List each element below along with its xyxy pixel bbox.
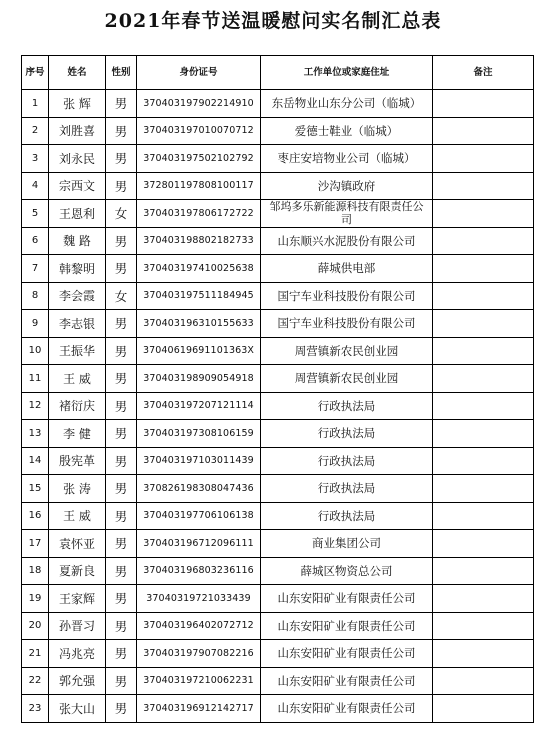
- row-note: [433, 255, 534, 283]
- row-workplace: 爱德士鞋业（临城）: [261, 117, 433, 145]
- row-workplace: 薛城供电部: [261, 255, 433, 283]
- row-workplace: 商业集团公司: [261, 530, 433, 558]
- row-note: [433, 200, 534, 228]
- table-row: [22, 365, 534, 393]
- row-workplace: 山东安阳矿业有限责任公司: [261, 585, 433, 613]
- row-workplace: 周营镇新农民创业园: [261, 337, 433, 365]
- row-number: 17: [22, 530, 49, 558]
- row-number: 23: [22, 695, 49, 723]
- row-workplace: 行政执法局: [261, 447, 433, 475]
- table-row: [22, 420, 534, 448]
- row-name: 韩黎明: [49, 255, 106, 283]
- row-number: 6: [22, 227, 49, 255]
- row-workplace: 山东安阳矿业有限责任公司: [261, 640, 433, 668]
- row-sex: 男: [106, 145, 137, 173]
- row-name: 王家辉: [49, 585, 106, 613]
- row-name: 魏 路: [49, 227, 106, 255]
- row-sex: 男: [106, 695, 137, 723]
- row-name: 张 涛: [49, 475, 106, 503]
- row-note: [433, 310, 534, 338]
- row-number: 19: [22, 585, 49, 613]
- row-sex: 男: [106, 502, 137, 530]
- row-id-number: 370403196712096111: [137, 530, 261, 558]
- row-sex: 男: [106, 255, 137, 283]
- row-name: 褚衍庆: [49, 392, 106, 420]
- row-id-number: 370403197410025638: [137, 255, 261, 283]
- row-number: 8: [22, 282, 49, 310]
- row-sex: 女: [106, 200, 137, 228]
- row-id-number: 372801197808100117: [137, 172, 261, 200]
- row-number: 13: [22, 420, 49, 448]
- row-workplace: 山东安阳矿业有限责任公司: [261, 667, 433, 695]
- row-number: 16: [22, 502, 49, 530]
- row-note: [433, 502, 534, 530]
- row-note: [433, 90, 534, 118]
- row-workplace: 东岳物业山东分公司（临城）: [261, 90, 433, 118]
- row-sex: 男: [106, 310, 137, 338]
- row-sex: 男: [106, 227, 137, 255]
- row-number: 2: [22, 117, 49, 145]
- row-id-number: 370403197806172722: [137, 200, 261, 228]
- row-name: 李志银: [49, 310, 106, 338]
- row-id-number: 370403197103011439: [137, 447, 261, 475]
- header-unit: 工作单位或家庭住址: [261, 56, 433, 90]
- row-note: [433, 282, 534, 310]
- row-sex: 男: [106, 392, 137, 420]
- row-workplace: 沙沟镇政府: [261, 172, 433, 200]
- row-workplace: 行政执法局: [261, 475, 433, 503]
- row-number: 9: [22, 310, 49, 338]
- row-workplace: 山东安阳矿业有限责任公司: [261, 612, 433, 640]
- header-sex: 性别: [106, 56, 137, 90]
- row-id-number: 37040619691101363X: [137, 337, 261, 365]
- row-workplace: 行政执法局: [261, 502, 433, 530]
- row-note: [433, 420, 534, 448]
- row-workplace: 薛城区物资总公司: [261, 557, 433, 585]
- row-number: 22: [22, 667, 49, 695]
- row-sex: 男: [106, 640, 137, 668]
- header-no: 序号: [22, 56, 49, 90]
- row-name: 袁怀亚: [49, 530, 106, 558]
- row-number: 1: [22, 90, 49, 118]
- header-note: 备注: [433, 56, 534, 90]
- table-row: [22, 337, 534, 365]
- row-name: 王恩利: [49, 200, 106, 228]
- row-number: 7: [22, 255, 49, 283]
- row-name: 王 威: [49, 365, 106, 393]
- header-id: 身份证号: [137, 56, 261, 90]
- row-number: 15: [22, 475, 49, 503]
- row-note: [433, 612, 534, 640]
- row-sex: 男: [106, 447, 137, 475]
- row-sex: 男: [106, 90, 137, 118]
- row-note: [433, 337, 534, 365]
- row-id-number: 370403196402072712: [137, 612, 261, 640]
- row-id-number: 370826198308047436: [137, 475, 261, 503]
- table-row: [22, 667, 534, 695]
- row-sex: 男: [106, 667, 137, 695]
- row-note: [433, 475, 534, 503]
- row-id-number: 37040319721033439: [137, 585, 261, 613]
- row-id-number: 370403196803236116: [137, 557, 261, 585]
- row-sex: 女: [106, 282, 137, 310]
- row-sex: 男: [106, 612, 137, 640]
- row-id-number: 370403197207121114: [137, 392, 261, 420]
- row-workplace: 行政执法局: [261, 420, 433, 448]
- table-row: [22, 117, 534, 145]
- table-row: [22, 392, 534, 420]
- row-name: 夏新良: [49, 557, 106, 585]
- row-note: [433, 392, 534, 420]
- row-number: 5: [22, 200, 49, 228]
- row-number: 20: [22, 612, 49, 640]
- row-id-number: 370403197210062231: [137, 667, 261, 695]
- table-row: [22, 310, 534, 338]
- row-note: [433, 585, 534, 613]
- row-workplace: 山东顺兴水泥股份有限公司: [261, 227, 433, 255]
- row-id-number: 370403197010070712: [137, 117, 261, 145]
- row-name: 殷宪革: [49, 447, 106, 475]
- row-workplace: 周营镇新农民创业园: [261, 365, 433, 393]
- row-id-number: 370403196912142717: [137, 695, 261, 723]
- row-name: 孙晋习: [49, 612, 106, 640]
- row-note: [433, 145, 534, 173]
- table-row: [22, 502, 534, 530]
- row-sex: 男: [106, 337, 137, 365]
- table-row: [22, 90, 534, 118]
- row-note: [433, 695, 534, 723]
- row-sex: 男: [106, 172, 137, 200]
- row-note: [433, 640, 534, 668]
- row-note: [433, 117, 534, 145]
- row-sex: 男: [106, 585, 137, 613]
- row-name: 李会霞: [49, 282, 106, 310]
- row-sex: 男: [106, 420, 137, 448]
- row-number: 3: [22, 145, 49, 173]
- table-row: [22, 255, 534, 283]
- row-workplace: 国宁车业科技股份有限公司: [261, 282, 433, 310]
- table-row: [22, 612, 534, 640]
- table-row: [22, 640, 534, 668]
- row-name: 李 健: [49, 420, 106, 448]
- row-name: 王振华: [49, 337, 106, 365]
- table-header-row: [22, 56, 534, 90]
- row-sex: 男: [106, 365, 137, 393]
- table-row: [22, 282, 534, 310]
- table-row: [22, 200, 534, 228]
- table-row: [22, 585, 534, 613]
- page-title: 2021年春节送温暖慰问实名制汇总表: [104, 10, 442, 32]
- table-row: [22, 695, 534, 723]
- row-number: 4: [22, 172, 49, 200]
- row-id-number: 370403197308106159: [137, 420, 261, 448]
- header-name: 姓名: [49, 56, 106, 90]
- row-number: 11: [22, 365, 49, 393]
- row-id-number: 370403197907082216: [137, 640, 261, 668]
- row-name: 刘永民: [49, 145, 106, 173]
- row-number: 21: [22, 640, 49, 668]
- row-workplace: 国宁车业科技股份有限公司: [261, 310, 433, 338]
- table-row: [22, 227, 534, 255]
- row-sex: 男: [106, 117, 137, 145]
- row-note: [433, 530, 534, 558]
- table-row: [22, 530, 534, 558]
- row-name: 张大山: [49, 695, 106, 723]
- row-id-number: 370403198802182733: [137, 227, 261, 255]
- row-workplace: 邹坞多乐新能源科技有限责任公司: [261, 200, 433, 228]
- row-id-number: 370403198909054918: [137, 365, 261, 393]
- row-name: 王 威: [49, 502, 106, 530]
- row-workplace: 枣庄安培物业公司（临城）: [261, 145, 433, 173]
- row-name: 郭允强: [49, 667, 106, 695]
- row-sex: 男: [106, 530, 137, 558]
- row-id-number: 370403196310155633: [137, 310, 261, 338]
- table-row: [22, 447, 534, 475]
- row-number: 12: [22, 392, 49, 420]
- row-workplace: 山东安阳矿业有限责任公司: [261, 695, 433, 723]
- row-id-number: 370403197902214910: [137, 90, 261, 118]
- row-id-number: 370403197502102792: [137, 145, 261, 173]
- row-workplace: 行政执法局: [261, 392, 433, 420]
- row-number: 14: [22, 447, 49, 475]
- row-note: [433, 172, 534, 200]
- row-note: [433, 447, 534, 475]
- row-number: 18: [22, 557, 49, 585]
- row-number: 10: [22, 337, 49, 365]
- table-row: [22, 475, 534, 503]
- row-sex: 男: [106, 557, 137, 585]
- row-name: 宗西文: [49, 172, 106, 200]
- row-note: [433, 667, 534, 695]
- row-id-number: 370403197511184945: [137, 282, 261, 310]
- table-row: [22, 145, 534, 173]
- row-id-number: 370403197706106138: [137, 502, 261, 530]
- row-note: [433, 557, 534, 585]
- row-name: 冯兆亮: [49, 640, 106, 668]
- table-row: [22, 557, 534, 585]
- row-note: [433, 227, 534, 255]
- roster-table: [21, 55, 534, 723]
- row-note: [433, 365, 534, 393]
- table-row: [22, 172, 534, 200]
- row-sex: 男: [106, 475, 137, 503]
- row-name: 张 辉: [49, 90, 106, 118]
- row-name: 刘胜喜: [49, 117, 106, 145]
